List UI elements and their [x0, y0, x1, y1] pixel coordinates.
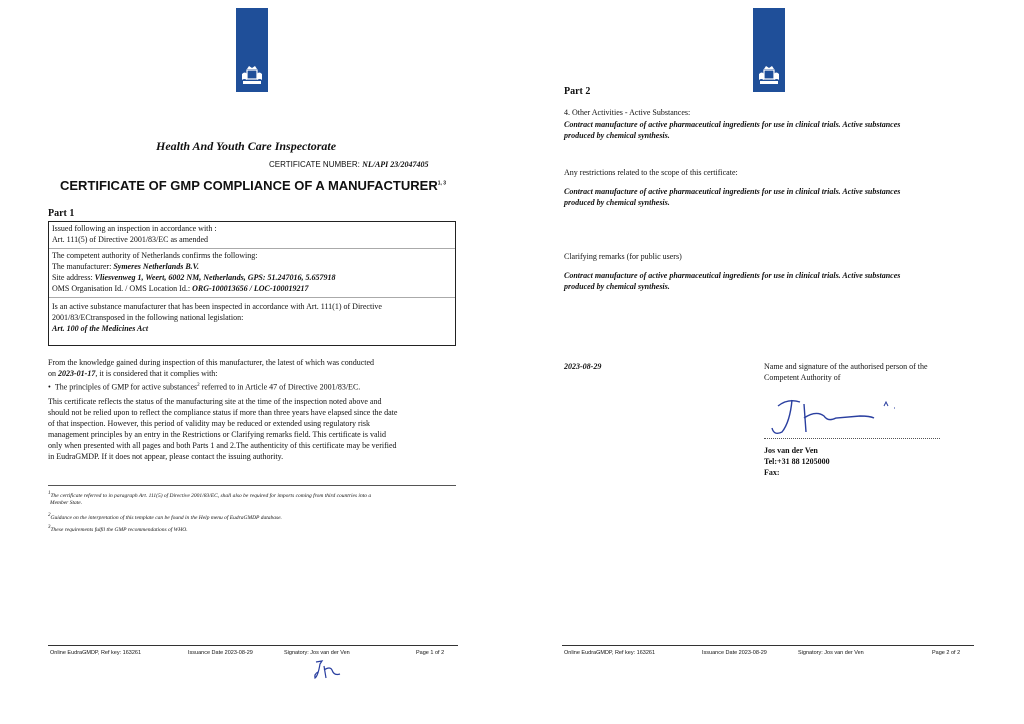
footer-page: Page 1 of 2 — [416, 650, 445, 656]
restrictions-text-2: produced by chemical synthesis. — [564, 198, 670, 207]
bullet-text-a: The principles of GMP for active substances — [54, 382, 198, 392]
certificate-page-2 — [512, 0, 1024, 724]
national-legislation: Art. 100 of the Medicines Act — [52, 324, 149, 333]
cert-number-value: NL/API 23/2047405 — [362, 160, 429, 169]
site-label: Site address: — [52, 273, 93, 282]
footnote-1-text: The certificate referred to in paragraph Art. 111(5) of Directive 2001/83/EC, shall also be required for imports coming from third countries into a — [50, 492, 372, 499]
signer-tel: Tel:+31 88 1205000 — [764, 457, 830, 466]
paragraph-1-line-2 — [48, 369, 218, 379]
p1-suffix: , it is considered that it complies with: — [95, 369, 218, 378]
box-line-2: Art. 111(5) of Directive 2001/83/EC as amended — [52, 235, 209, 244]
other-activities-label: 4. Other Activities - Active Substances: — [564, 108, 691, 117]
signature-date: 2023-08-29 — [564, 362, 602, 371]
inspectorate-name: Health And Youth Care Inspectorate — [156, 139, 337, 153]
cert-number-label: CERTIFICATE NUMBER: — [269, 160, 360, 169]
footnote-2-text: Guidance on the interpretation of this template can be found in the Help menu of EudraGMDP database. — [50, 514, 282, 521]
gmp-bullet — [48, 381, 360, 393]
clarifying-text-2: produced by chemical synthesis. — [564, 282, 670, 291]
oms-line — [52, 284, 309, 294]
box-divider — [49, 248, 455, 249]
bullet-dot: • — [48, 382, 55, 392]
signature-label-2: Competent Authority of — [764, 373, 841, 382]
clarifying-label: Clarifying remarks (for public users) — [564, 252, 682, 261]
inspection-date: 2023-01-17 — [58, 369, 96, 378]
certificate-number — [269, 159, 429, 170]
bullet-footnote-ref: 2 — [197, 383, 200, 388]
footnote-divider — [48, 485, 456, 486]
crown-icon — [758, 66, 780, 86]
paragraph-1-line-1: From the knowledge gained during inspection of this manufacturer, the latest of which was conducted — [48, 358, 375, 367]
crown-icon — [241, 66, 263, 86]
validity-line-4: management principles by an entry in the Restrictions or Clarifying remarks field. This certificate is valid — [48, 430, 386, 439]
validity-line-6: in EudraGMDP. If it does not appear, please contact the issuing authority. — [48, 452, 284, 461]
restrictions-text-1: Contract manufacture of active pharmaceutical ingredients for use in clinical trials. Active substances — [564, 187, 901, 196]
handwritten-signature — [764, 392, 904, 442]
p1-prefix: on — [48, 369, 56, 378]
certificate-title — [60, 178, 446, 193]
part-2-label: Part 2 — [564, 86, 591, 97]
validity-line-1: This certificate reflects the status of the manufacturing site at the time of the inspection noted above and — [48, 397, 382, 406]
footer-issuance: Issuance Date 2023-08-29 — [702, 650, 767, 656]
footer-ref: Online EudraGMDP, Ref key: 163261 — [564, 650, 656, 656]
part-1-label: Part 1 — [48, 208, 75, 219]
bullet-text-b: referred to in Article 47 of Directive 2001/83/EC. — [199, 382, 361, 392]
coat-of-arms-logo — [236, 8, 268, 92]
footnote-2: $^2$Guidance on the interpretation of this template can be found in the Help menu of EudraGMDP database. — [48, 513, 282, 521]
box-line-7: Is an active substance manufacturer that has been inspected in accordance with Art. 111(1) of Directive — [52, 302, 382, 311]
site-value: Vliesvenweg 1, Weert, 6002 NM, Netherlands, GPS: 51.247016, 5.657918 — [94, 273, 336, 282]
footnote-1: $^1$The certificate referred to in paragraph Art. 111(5) of Directive 2001/83/EC, shall also be required for imports coming from third countries into a — [48, 491, 372, 499]
oms-value: ORG-100013656 / LOC-100019217 — [192, 284, 309, 293]
site-address-line — [52, 273, 335, 283]
footer-signatory: Signatory: Jos van der Ven — [284, 650, 350, 656]
footer-page: Page 2 of 2 — [932, 650, 961, 656]
footer-rule — [48, 645, 458, 646]
title-text: CERTIFICATE OF GMP COMPLIANCE OF A MANUFACTURER — [60, 178, 438, 193]
footer-rule — [562, 645, 974, 646]
footnote-1-cont: Member State. — [50, 500, 83, 506]
oms-label: OMS Organisation Id. / OMS Location Id.: — [52, 284, 191, 293]
signer-name: Jos van der Ven — [764, 446, 818, 455]
manufacturer-value: Symeres Netherlands B.V. — [113, 262, 199, 271]
coat-of-arms-logo — [753, 8, 785, 92]
signer-fax: Fax: — [764, 468, 780, 477]
initials-scribble — [312, 658, 346, 682]
other-activities-text-2: produced by chemical synthesis. — [564, 131, 670, 140]
footer-ref: Online EudraGMDP, Ref key: 163261 — [50, 650, 142, 656]
validity-line-5: only when presented with all pages and both Parts 1 and 2.The authenticity of this certificate may be verified — [48, 441, 397, 450]
signature-label-1: Name and signature of the authorised person of the — [764, 362, 928, 371]
manufacturer-line — [52, 262, 199, 272]
other-activities-text-1: Contract manufacture of active pharmaceutical ingredients for use in clinical trials. Active substances — [564, 120, 901, 129]
footer-issuance: Issuance Date 2023-08-29 — [188, 650, 253, 656]
title-footnote-ref: 1, 3 — [437, 180, 447, 187]
box-divider — [49, 297, 455, 298]
footnote-3-text: These requirements fulfil the GMP recommendations of WHO. — [50, 526, 188, 533]
footnote-3: $^3$These requirements fulfil the GMP recommendations of WHO. — [48, 525, 188, 533]
restrictions-label: Any restrictions related to the scope of this certificate: — [564, 168, 738, 177]
manufacturer-label: The manufacturer: — [52, 262, 112, 271]
validity-line-2: should not be relied upon to reflect the compliance status if more than three years have elapsed since the date — [48, 408, 398, 417]
part-1-box — [48, 221, 456, 346]
footer-signatory: Signatory: Jos van der Ven — [798, 650, 864, 656]
box-line-1: Issued following an inspection in accordance with : — [52, 224, 217, 233]
signature-line — [764, 438, 940, 439]
box-line-3: The competent authority of Netherlands confirms the following: — [52, 251, 258, 260]
clarifying-text-1: Contract manufacture of active pharmaceutical ingredients for use in clinical trials. Active substances — [564, 271, 901, 280]
validity-line-3: of that inspection. However, this period of validity may be reduced or extended using regulatory risk — [48, 419, 371, 428]
box-line-8: 2001/83/ECtransposed in the following national legislation: — [52, 313, 244, 322]
